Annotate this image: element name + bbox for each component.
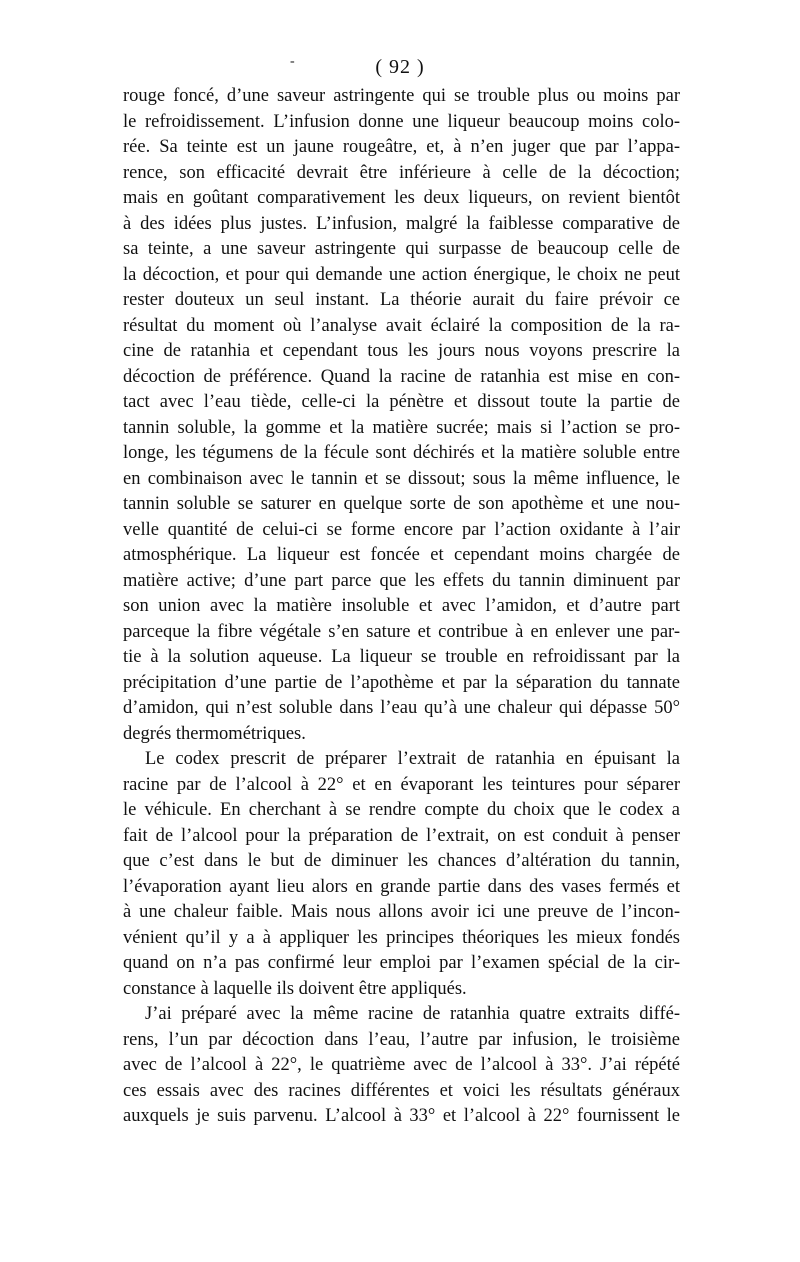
text-line: décoction de préférence. Quand la racine de ratanhia est mise en con- <box>123 366 680 387</box>
text-line: parceque la fibre végétale s’en sature et contribue à en enlever une par- <box>123 621 680 642</box>
text-line: longe, les tégumens de la fécule sont déchirés et la matière soluble entre <box>123 443 680 463</box>
text-line: précipitation d’une partie de l’apothème et par la séparation du tannate <box>123 672 680 693</box>
page-header <box>0 56 800 79</box>
text-line: constance à laquelle ils doivent être appliqués. <box>123 978 467 999</box>
text-line: J’ai préparé avec la même racine de ratanhia quatre extraits diffé- <box>145 1004 680 1024</box>
text-line: tannin soluble, la gomme et la matière sucrée; mais si l’action se pro- <box>123 417 680 438</box>
text-line: à une chaleur faible. Mais nous allons avoir ici une preuve de l’incon- <box>123 902 680 922</box>
text-line: degrés thermométriques. <box>123 723 306 744</box>
text-line: le refroidissement. L’infusion donne une liqueur beaucoup moins colo- <box>123 111 680 132</box>
text-line: rens, l’un par décoction dans l’eau, l’autre par infusion, le troisième <box>123 1029 680 1050</box>
text-line: quand on n’a pas confirmé leur emploi par l’examen spécial de la cir- <box>123 953 680 973</box>
text-line: tact avec l’eau tiède, celle-ci la pénètre et dissout toute la partie de <box>123 392 680 412</box>
text-line: rence, son efficacité devrait être inférieure à celle de la décoction; <box>123 162 680 183</box>
text-line: matière active; d’une part parce que les effets du tannin diminuent par <box>123 570 680 591</box>
text-line: que c’est dans le but de diminuer les chances d’altération du tannin, <box>123 851 680 871</box>
text-line: cine de ratanhia et cependant tous les jours nous voyons prescrire la <box>123 341 680 361</box>
text-line: la décoction, et pour qui demande une action énergique, le choix ne peut <box>123 264 680 285</box>
text-line: atmosphérique. La liqueur est foncée et cependant moins chargée de <box>123 545 680 565</box>
text-line: l’évaporation ayant lieu alors en grande partie dans des vases fermés et <box>123 876 680 897</box>
text-line: rée. Sa teinte est un jaune rougeâtre, et, à n’en juger que par l’appa- <box>123 137 680 157</box>
text-line: ces essais avec des racines différentes et voici les résultats généraux <box>123 1080 680 1101</box>
text-line: tie à la solution aqueuse. La liqueur se trouble en refroidissant par la <box>123 647 680 667</box>
text-line: auxquels je suis parvenu. L’alcool à 33° et l’alcool à 22° fournissent le <box>123 1106 680 1126</box>
text-line: rester douteux un seul instant. La théorie aurait du faire prévoir ce <box>123 290 680 310</box>
text-line: avec de l’alcool à 22°, le quatrième avec de l’alcool à 33°. J’ai répété <box>123 1055 680 1075</box>
text-line: tannin soluble se saturer en quelque sorte de son apothème et une nou- <box>123 494 680 514</box>
text-line: vénient qu’il y a à appliquer les principes théoriques les mieux fondés <box>123 927 680 948</box>
page-number: ( 92 ) <box>375 56 425 78</box>
text-line: d’amidon, qui n’est soluble dans l’eau qu’à une chaleur qui dépasse 50° <box>123 698 680 718</box>
text-line: fait de l’alcool pour la préparation de l’extrait, on est conduit à penser <box>123 825 680 846</box>
text-line: Le codex prescrit de préparer l’extrait de ratanhia en épuisant la <box>145 749 680 769</box>
text-line: résultat du moment où l’analyse avait éclairé la composition de la ra- <box>123 315 680 336</box>
text-line: racine par de l’alcool à 22° et en évaporant les teintures pour séparer <box>123 774 680 795</box>
text-line: le véhicule. En cherchant à se rendre compte du choix que le codex a <box>123 800 680 820</box>
body-text <box>123 84 680 1130</box>
text-line: mais en goûtant comparativement les deux liqueurs, on revient bientôt <box>123 188 680 208</box>
text-line: rouge foncé, d’une saveur astringente qui se trouble plus ou moins par <box>123 86 680 106</box>
text-line: velle quantité de celui-ci se forme encore par l’action oxidante à l’air <box>123 519 680 540</box>
text-line: à des idées plus justes. L’infusion, malgré la faiblesse comparative de <box>123 213 680 234</box>
header-mark: - <box>290 54 296 69</box>
text-line: en combinaison avec le tannin et se dissout; sous la même influence, le <box>123 468 680 489</box>
text-line: sa teinte, a une saveur astringente qui surpasse de beaucoup celle de <box>123 239 680 259</box>
text-line: son union avec la matière insoluble et avec l’amidon, et d’autre part <box>123 596 680 616</box>
